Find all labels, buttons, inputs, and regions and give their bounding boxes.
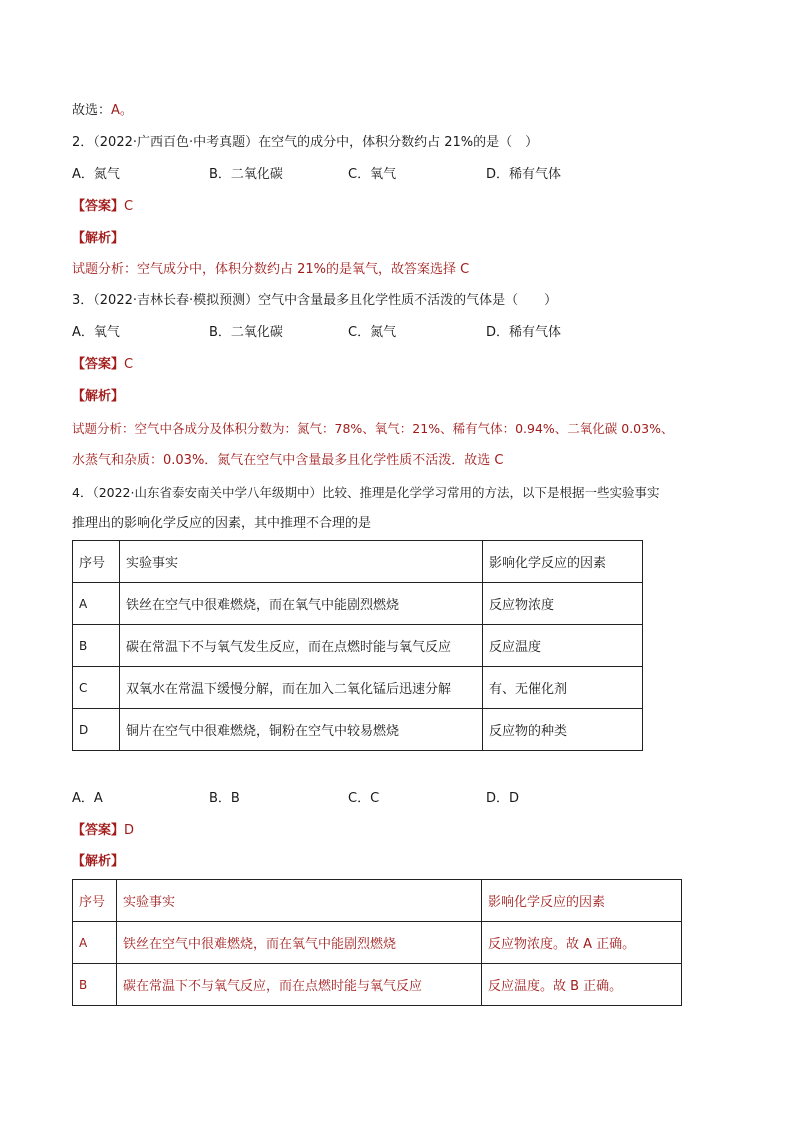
table-cell: 碳在常温下不与氧气反应，而在点燃时能与氧气反应 xyxy=(117,964,482,1006)
table-cell: 碳在常温下不与氧气发生反应，而在点燃时能与氧气反应 xyxy=(120,625,483,667)
q4-option-c: C．C xyxy=(348,791,380,806)
q2-option-d: D．稀有气体 xyxy=(486,167,562,182)
table-row xyxy=(73,709,643,751)
table-cell: 铁丝在空气中很难燃烧，而在氧气中能剧烈燃烧 xyxy=(117,922,482,964)
table-row xyxy=(73,625,643,667)
q4-option-d: D．D xyxy=(486,791,520,806)
q3-option-b: B．二氧化碳 xyxy=(209,325,283,340)
q4-answer-label: 【答案】 xyxy=(72,823,125,838)
table-cell: 反应物的种类 xyxy=(483,709,643,751)
q2-answer xyxy=(72,197,133,217)
table-row xyxy=(73,964,682,1006)
table-cell: 铁丝在空气中很难燃烧，而在氧气中能剧烈燃烧 xyxy=(120,583,483,625)
table-cell: A xyxy=(73,922,117,964)
table-header-cell: 序号 xyxy=(73,880,117,922)
table-row xyxy=(73,922,682,964)
q3-stem: 3．（2022·吉林长春·模拟预测）空气中含量最多且化学性质不活泼的气体是（ ） xyxy=(72,293,558,308)
table-cell: 反应温度 xyxy=(483,625,643,667)
q3-answer-label: 【答案】 xyxy=(72,357,125,372)
table-header-cell: 影响化学反应的因素 xyxy=(482,880,682,922)
q4-analysis-table xyxy=(72,879,682,1006)
q2-analysis: 试题分析：空气成分中，体积分数约占 21%的是氧气，故答案选择 C xyxy=(72,262,470,277)
q4-analysis-label: 【解析】 xyxy=(72,854,125,869)
q4-stem-line-2: 推理出的影响化学反应的因素，其中推理不合理的是 xyxy=(72,516,372,531)
q4-stem-line-1: 4．（2022·山东省泰安南关中学八年级期中）比较、推理是化学学习常用的方法，以下是根据一些实验事实 xyxy=(72,485,660,500)
q2-option-a: A．氮气 xyxy=(72,167,120,182)
q3-option-d: D．稀有气体 xyxy=(486,325,562,340)
table-header-cell: 实验事实 xyxy=(120,541,483,583)
table-cell: 反应物浓度。故 A 正确。 xyxy=(482,922,682,964)
table-cell: 铜片在空气中很难燃烧，铜粉在空气中较易燃烧 xyxy=(120,709,483,751)
table-row xyxy=(73,583,643,625)
q4-option-b: B．B xyxy=(209,791,240,806)
q2-stem: 2．（2022·广西百色·中考真题）在空气的成分中，体积分数约占 21%的是（ ） xyxy=(72,135,539,150)
q4-answer xyxy=(72,821,134,841)
table-header-cell: 影响化学反应的因素 xyxy=(483,541,643,583)
q3-answer-value: C xyxy=(124,357,134,372)
table-cell: B xyxy=(73,964,117,1006)
q3-analysis-line-1: 试题分析：空气中各成分及体积分数为：氮气：78%、氧气：21%、稀有气体：0.94%、二氧化碳 0.03%、 xyxy=(72,421,674,436)
table-cell: 反应温度。故 B 正确。 xyxy=(482,964,682,1006)
table-cell: C xyxy=(73,667,120,709)
table-cell: B xyxy=(73,625,120,667)
q3-analysis-label: 【解析】 xyxy=(72,389,125,404)
q2-answer-value: C xyxy=(124,199,134,214)
table-header-cell: 序号 xyxy=(73,541,120,583)
q4-table xyxy=(72,540,643,751)
table-cell: 反应物浓度 xyxy=(483,583,643,625)
table-cell: D xyxy=(73,709,120,751)
table-header-row xyxy=(73,541,643,583)
q1-conclusion xyxy=(72,101,133,121)
table-header-cell: 实验事实 xyxy=(117,880,482,922)
table-cell: 有、无催化剂 xyxy=(483,667,643,709)
q4-option-a: A．A xyxy=(72,791,103,806)
q1-conclusion-label: 故选： xyxy=(72,103,112,118)
q1-conclusion-answer: A。 xyxy=(111,103,133,118)
q3-answer xyxy=(72,355,133,375)
q2-analysis-label: 【解析】 xyxy=(72,231,125,246)
q4-answer-value: D xyxy=(124,823,135,838)
q2-answer-label: 【答案】 xyxy=(72,199,125,214)
table-header-row xyxy=(73,880,682,922)
table-row xyxy=(73,667,643,709)
table-cell: A xyxy=(73,583,120,625)
q2-option-c: C．氧气 xyxy=(348,167,397,182)
table-cell: 双氧水在常温下缓慢分解，而在加入二氧化锰后迅速分解 xyxy=(120,667,483,709)
q3-option-a: A．氧气 xyxy=(72,325,120,340)
q3-analysis-line-2: 水蒸气和杂质：0.03%．氮气在空气中含量最多且化学性质不活泼．故选 C xyxy=(72,453,504,468)
q3-option-c: C．氮气 xyxy=(348,325,397,340)
q2-option-b: B．二氧化碳 xyxy=(209,167,283,182)
